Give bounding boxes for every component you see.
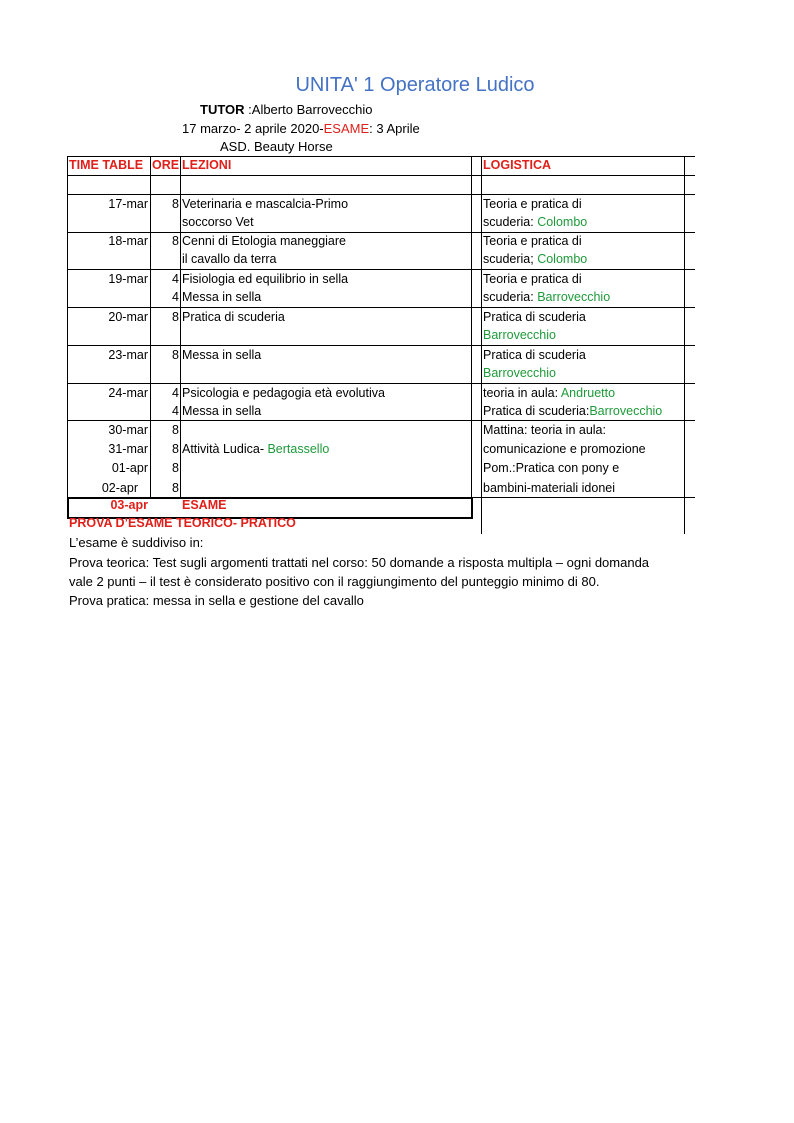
vline-lez-right [471,156,472,497]
vline-log-right [684,156,685,534]
exam-text: vale 2 punti – il test è considerato positivo con il raggiungimento del punteggio minimo di 80. [69,574,600,589]
row-hours: 8 [172,348,179,362]
row-date: 20-mar [108,310,148,324]
instructor-name: Colombo [537,215,588,229]
header-time: TIME TABLE [69,158,144,172]
row-date: 18-mar [108,234,148,248]
row-date: 17-mar [108,197,148,211]
row-hours: 8 [172,234,179,248]
row-hours: 8 [172,197,179,211]
row-logistics: Teoria e pratica di [483,234,582,248]
row-lesson: Messa in sella [182,348,262,362]
header-ore: ORE [152,158,180,172]
row-lesson: il cavallo da terra [182,252,277,266]
row-logistics: Teoria e pratica di [483,197,582,211]
block-date: 31-mar [108,442,148,456]
row-date: 23-mar [108,348,148,362]
block-logistics: Pom.:Pratica con pony e [483,461,620,475]
row-lesson: Veterinaria e mascalcia-Primo [182,197,349,211]
row-hours: 4 [172,386,179,400]
block-logistics: comunicazione e promozione [483,442,646,456]
header-lezioni: LEZIONI [182,158,232,172]
row-lesson: Messa in sella [182,404,262,418]
dates-esame: ESAME [323,121,370,136]
hline-header-bottom [67,175,695,176]
block-hours: 8 [172,481,179,495]
exam-text: L’esame è suddiviso in: [69,535,204,550]
dates-suffix: : 3 Aprile [369,121,420,136]
vline-lezioni [180,156,181,497]
instructor-name: Andruetto [560,386,616,400]
row-date: 24-mar [108,386,148,400]
instructor-name: Bertassello [267,442,330,456]
hline-top [67,156,695,157]
block-logistics: Mattina: teoria in aula: [483,423,606,437]
instructor-name: Barrovecchio [483,366,556,380]
block-logistics: bambini-materiali idonei [483,481,616,495]
row-lesson: Cenni di Etologia maneggiare [182,234,346,248]
row-lesson: Fisiologia ed equilibrio in sella [182,272,349,286]
exam-date: 03-apr [110,498,148,512]
header-logistica: LOGISTICA [483,158,552,172]
vline-log [481,156,482,534]
block-hours: 8 [172,442,179,456]
row-lesson: soccorso Vet [182,215,254,229]
exam-label: ESAME [182,498,227,512]
row-logistics: Teoria e pratica di [483,272,582,286]
exam-text: Prova pratica: messa in sella e gestione del cavallo [69,593,364,608]
row-logistics: scuderia; Colombo [483,252,588,266]
instructor-name: Barrovecchio [483,328,556,342]
row-hours: 8 [172,310,179,324]
row-lesson: Psicologia e pedagogia età evolutiva [182,386,385,400]
asd-line: ASD. Beauty Horse [220,139,333,154]
row-logistics: teoria in aula: Andruetto [483,386,616,400]
block-date: 02-apr [101,481,138,495]
row-hours: 4 [172,272,179,286]
row-logistics: scuderia: Barrovecchio [483,290,611,304]
instructor-name: Barrovecchio [537,290,611,304]
exam-text: Prova teorica: Test sugli argomenti trattati nel corso: 50 domande a risposta multipla – ogni domanda [69,555,650,570]
row-hours: 4 [172,404,179,418]
block-hours: 8 [172,461,179,475]
block-lesson: Attività Ludica- Bertassello [182,442,330,456]
dates-prefix: 17 marzo- 2 aprile 2020- [182,121,324,136]
instructor-name: Barrovecchio [589,404,663,418]
row-lesson: Messa in sella [182,290,262,304]
tutor-line [200,102,372,117]
block-date: 30-mar [108,423,148,437]
tutor-label: TUTOR [200,102,245,117]
block-hours: 8 [172,423,179,437]
row-lesson: Pratica di scuderia [182,310,285,324]
row-logistics: scuderia: Colombo [483,215,588,229]
row-hours: 4 [172,290,179,304]
page-title: UNITA' 1 Operatore Ludico [295,74,535,96]
block-date: 01-apr [111,461,148,475]
row-logistics: Pratica di scuderia:Barrovecchio [483,404,663,418]
tutor-value: :Alberto Barrovecchio [244,102,373,117]
exam-heading: PROVA D’ESAME TEORICO- PRATICO [69,516,296,530]
instructor-name: Colombo [537,252,588,266]
row-date: 19-mar [108,272,148,286]
row-logistics: Pratica di scuderia [483,348,586,362]
dates-line [182,121,420,136]
row-logistics: Pratica di scuderia [483,310,586,324]
